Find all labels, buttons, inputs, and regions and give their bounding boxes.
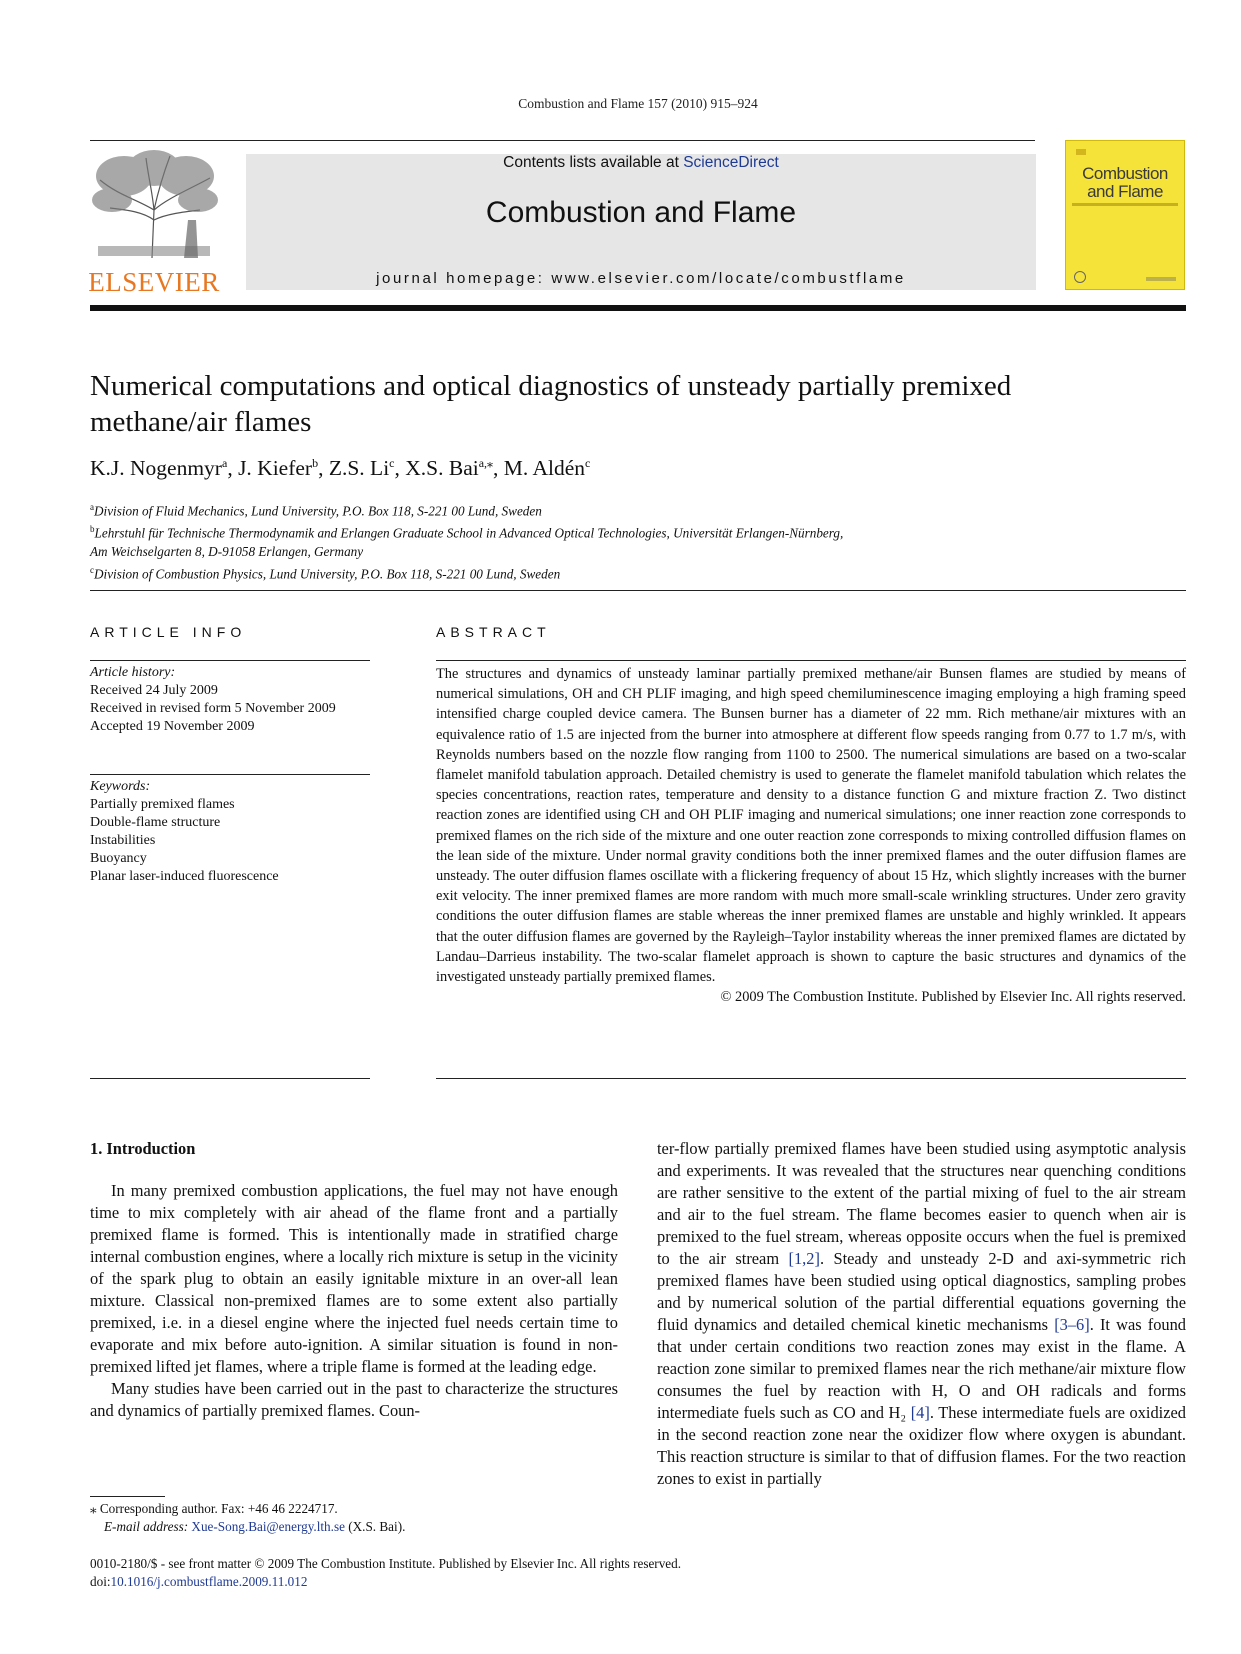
- article-history: [90, 664, 370, 736]
- corresponding-author: ⁎ Corresponding author. Fax: +46 46 2224717.: [90, 1501, 338, 1516]
- body-column-left: [90, 1138, 618, 1422]
- author-name: K.J. Nogenmyr: [90, 456, 222, 480]
- email-suffix: (X.S. Bai).: [344, 1519, 406, 1534]
- affiliation: $^b$Lehrstuhl für Technische Thermodynamik and Erlangen Graduate School in Advanced Optical Technologies, Universität Erlangen-Nürnberg,: [90, 524, 844, 541]
- tree-icon: [88, 150, 220, 260]
- footnote-rule: [90, 1496, 165, 1497]
- citation-link[interactable]: [3–6]: [1054, 1315, 1090, 1334]
- keyword: Planar laser-induced fluorescence: [90, 869, 279, 884]
- section-rule: [90, 590, 1186, 591]
- keyword: Partially premixed flames: [90, 797, 235, 812]
- paragraph: Many studies have been carried out in the past to characterize the structures and dynamics of partially premixed flames. Coun-: [90, 1379, 618, 1420]
- sciencedirect-link[interactable]: ScienceDirect: [683, 154, 779, 171]
- paragraph: In many premixed combustion applications, the fuel may not have enough time to mix completely with air ahead of the flame front and a partially premixed flame is formed. This is intentionally made in stratified charge internal combustion engines, where a locally rich mixture is setup in the vicinity of the spark plug to obtain an easily ignitable mixture in an over-all lean mixture. Classical non-premixed flames are to some extent also partially premixed, i.e. in a diesel engine where the injected fuel needs certain time to evaporate and mix before auto-ignition. A similar situation is found in non-premixed lifted jet flames, where a triple flame is formed at the leading edge.: [90, 1181, 618, 1376]
- author-affiliation-mark[interactable]: a,⁎: [478, 455, 494, 470]
- journal-banner: [246, 154, 1036, 290]
- citation-link[interactable]: [4]: [910, 1403, 930, 1422]
- history-item: Received in revised form 5 November 2009: [90, 701, 336, 716]
- keyword: Buoyancy: [90, 851, 147, 866]
- abstract-heading: ABSTRACT: [436, 624, 551, 640]
- article-info-rule: [90, 660, 370, 661]
- abstract-body: [436, 664, 1186, 1007]
- keywords: [90, 778, 370, 886]
- email-label: E-mail address:: [104, 1519, 192, 1534]
- author-affiliation-mark[interactable]: a: [221, 455, 228, 470]
- abstract-rule: [436, 660, 1186, 661]
- author-affiliation-mark[interactable]: c: [585, 455, 591, 470]
- abstract-text: The structures and dynamics of unsteady laminar partially premixed methane/air Bunsen flames are studied by means of numerical simulations, OH and CH PLIF imaging, and high speed chemiluminescence imaging employing a high framing speed intensified charge coupled device camera. The Bunsen burner has a diameter of 22 mm. Rich methane/air mixtures with an equivalence ratio of 1.5 are injected from the burner into atmosphere at different flow speeds ranging from 0.77 to 1.7 m/s, with Reynolds numbers based on the nozzle flow ranging from 1100 to 2500. The numerical simulations are based on a two-scalar flamelet manifold tabulation approach. Detailed chemistry is used to generate the flamelet manifold tabulation which relates the species concentrations, reaction rates, temperature and density to a distance function G and mixture fraction Z. Two distinct reaction zones are identified using CH and OH PLIF imaging and numerical simulations; one inner reaction zone corresponds to premixed flames on the rich side of the mixture and one outer reaction zone corresponds to mixing controlled diffusion flames on the lean side of the mixture. Under normal gravity conditions both the inner premixed flames and the outer diffusion flames are unsteady. The outer diffusion flames oscillate with a flickering frequency of about 15 Hz, which slightly increases with the burner exit velocity. The inner premixed flames are more random with much more small-scale wrinkling structures. Under zero gravity conditions the outer diffusion flames are stable whereas the inner premixed flames are unstable and highly wrinkled. It appears that the outer diffusion flames are governed by the Rayleigh–Taylor instability whereas the inner premixed flames are dictated by Landau–Darrieus instability. The two-scalar flamelet approach is shown to capture the basic structures and dynamics of the investigated unsteady partially premixed flames.: [436, 666, 1186, 986]
- cover-badge-icon: [1074, 271, 1086, 283]
- header-rule: [90, 140, 1035, 141]
- author-affiliation-mark[interactable]: c: [389, 455, 395, 470]
- header-thick-rule: [90, 305, 1186, 311]
- body-column-right: [657, 1138, 1186, 1490]
- author-name: M. Aldén: [503, 456, 586, 480]
- article-info-bottom-rule: [90, 1078, 370, 1079]
- history-item: Received 24 July 2009: [90, 683, 218, 698]
- abstract-bottom-rule: [436, 1078, 1186, 1079]
- keyword: Double-flame structure: [90, 815, 221, 830]
- affiliations: [90, 498, 1090, 583]
- front-matter-line: 0010-2180/$ - see front matter © 2009 The Combustion Institute. Published by Elsevier Inc. All rights reserved.: [90, 1556, 682, 1571]
- doi-link[interactable]: 10.1016/j.combustflame.2009.11.012: [110, 1574, 308, 1589]
- affiliation: $^a$Division of Fluid Mechanics, Lund University, P.O. Box 118, S-221 00 Lund, Sweden: [90, 502, 542, 519]
- email-link[interactable]: Xue-Song.Bai@energy.lth.se: [191, 1519, 345, 1534]
- keywords-rule: [90, 774, 370, 775]
- doi-label: doi:: [90, 1574, 111, 1589]
- history-label: Article history:: [90, 665, 176, 680]
- keyword: Instabilities: [90, 833, 156, 848]
- footnote: [90, 1500, 618, 1536]
- contents-prefix: Contents lists available at: [503, 154, 684, 171]
- author-name: X.S. Bai: [405, 456, 479, 480]
- paragraph: ter-flow partially premixed flames have been studied using asymptotic analysis and experiments. It was revealed that the structures near quenching conditions are rather sensitive to the extent of the partial mixing of fuel to the air stream and air to the fuel stream. The flame becomes easier to quench when air is premixed to the fuel stream, whereas opposite occurs when the fuel is premixed to the air stream [1,2]. Steady and unsteady 2-D and axi-symmetric rich premixed flames have been studied using optical diagnostics, sampling probes and by numerical solution of the partial differential equations governing the fluid dynamics and detailed chemical kinetic mechanisms [3–6]. It was found that under certain conditions two reaction zones may exist in the flame. A reaction zone similar to premixed flames near the rich methane/air mixture flow consumes the fuel by reaction with H, O and OH radicals and forms intermediate fuels such as CO and H₂ [4]. These intermediate fuels are oxidized in the second reaction zone near the oxidizer flow where oxygen is abundant. This reaction structure is similar to that of diffusion flames. For the two reaction zones to exist in partially: [657, 1139, 1187, 1488]
- history-item: Accepted 19 November 2009: [90, 719, 255, 734]
- journal-cover[interactable]: [1065, 140, 1185, 290]
- citation-link[interactable]: [1,2]: [788, 1249, 820, 1268]
- cover-publisher-line: [1146, 277, 1176, 281]
- journal-homepage[interactable]: journal homepage: www.elsevier.com/locate/combustflame: [376, 270, 906, 287]
- running-head: Combustion and Flame 157 (2010) 915–924: [518, 96, 758, 111]
- publisher-logo[interactable]: [88, 150, 220, 297]
- contents-line: [246, 154, 1036, 172]
- publisher-name: ELSEVIER: [88, 267, 220, 297]
- article-info-heading: ARTICLE INFO: [90, 624, 247, 640]
- journal-title: Combustion and Flame: [485, 196, 797, 229]
- abstract-copyright: © 2009 The Combustion Institute. Published by Elsevier Inc. All rights reserved.: [720, 989, 1186, 1006]
- affiliation: Am Weichselgarten 8, D-91058 Erlangen, Germany: [90, 543, 364, 559]
- section-heading: 1. Introduction: [90, 1139, 196, 1158]
- affiliation: $^c$Division of Combustion Physics, Lund University, P.O. Box 118, S-221 00 Lund, Sweden: [90, 564, 561, 582]
- article-title: Numerical computations and optical diagnostics of unsteady partially premixed methane/air flames: [90, 370, 1012, 438]
- keywords-label: Keywords:: [90, 779, 151, 794]
- author-affiliation-mark[interactable]: b: [312, 455, 319, 470]
- front-matter: [90, 1555, 1090, 1591]
- cover-mark: [1076, 149, 1086, 155]
- author-list: K.J. Nogenmyr$^a$, J. Kiefer$^b$, Z.S. Li$^c$, X.S. Bai$^{a,⁎}$, M. Aldén$^c$: [90, 455, 591, 480]
- cover-subtitle-line: [1072, 203, 1178, 206]
- author-name: J. Kiefer: [238, 456, 313, 480]
- cover-title: Combustion and Flame: [1082, 164, 1168, 201]
- author-name: Z.S. Li: [328, 456, 390, 480]
